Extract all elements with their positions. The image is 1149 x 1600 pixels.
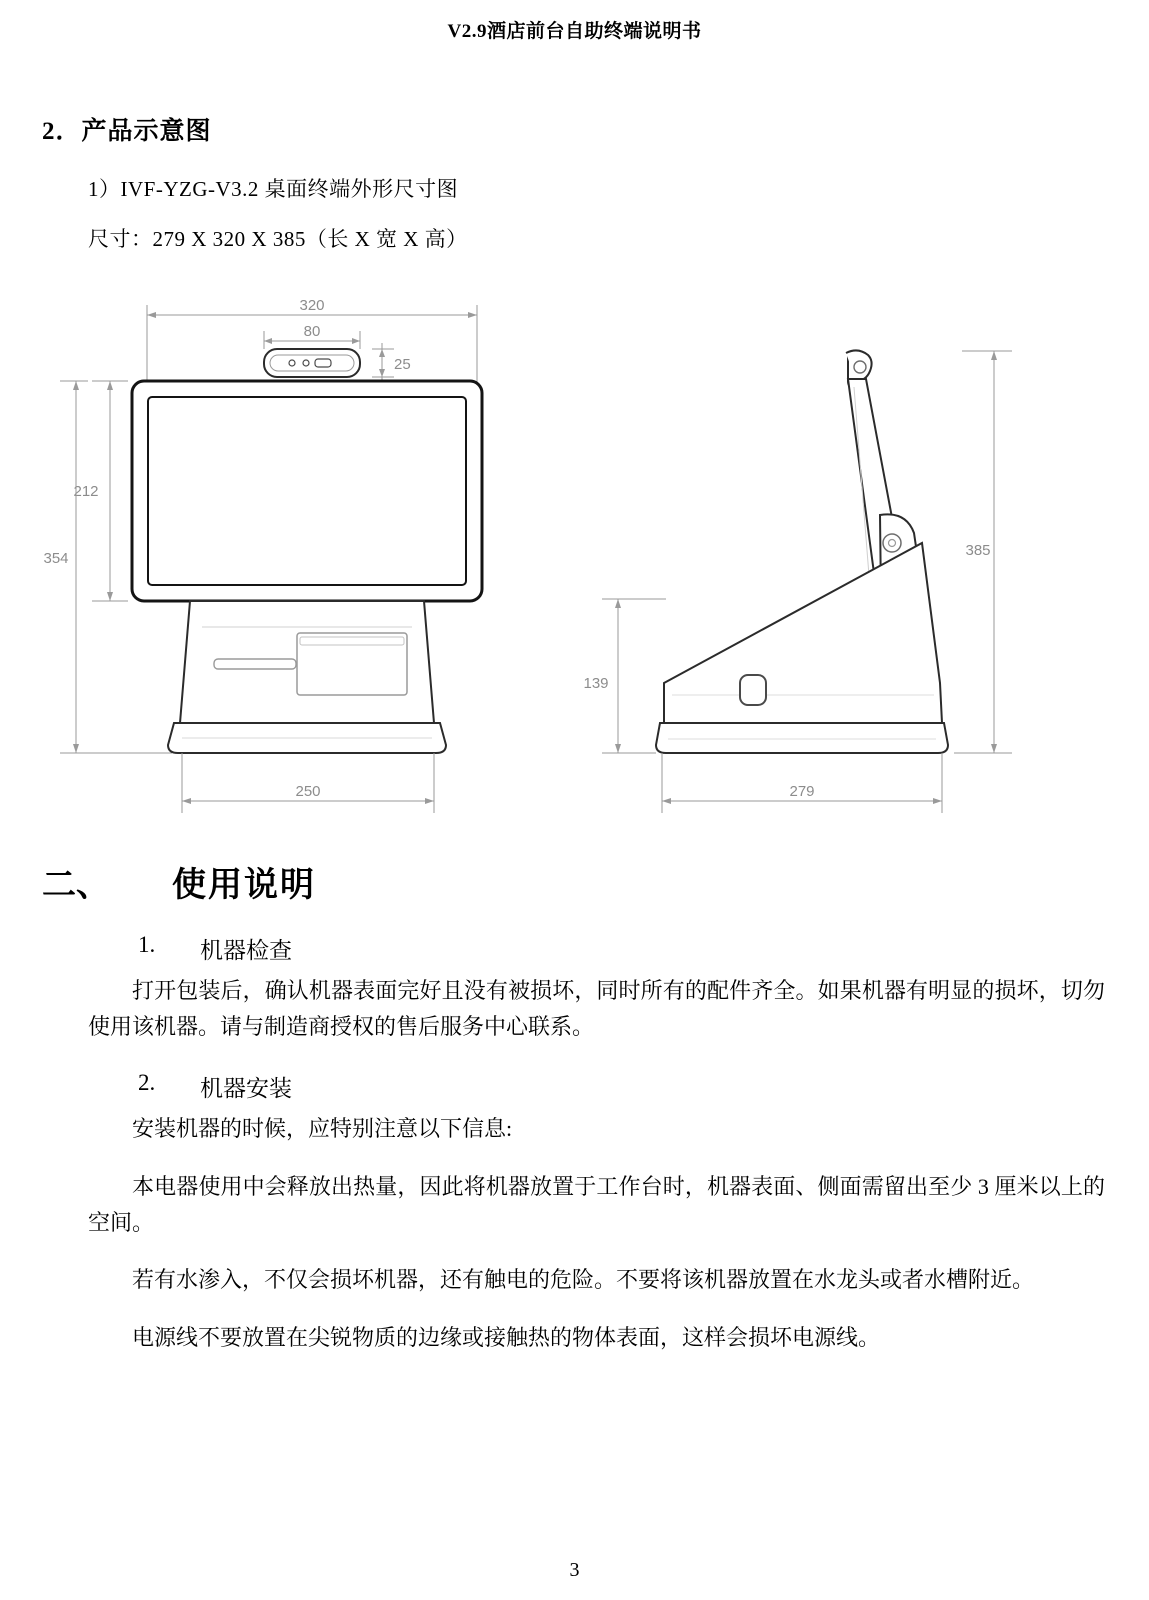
dim-label-320: 320 [299,297,325,314]
dim-label-250: 250 [295,783,321,800]
item-heading-1 [138,932,1107,965]
page-header: V2.9酒店前台自助终端说明书 [447,21,702,42]
item-2-paragraph-2: 本电器使用中会释放出热量，因此将机器放置于工作台时，机器表面、侧面需留出至少 3 厘米以上的空间。 [88,1173,1105,1235]
item-number-1: 1. [138,932,156,957]
dim-label-139: 139 [583,675,609,692]
section-line-2: 尺寸：279 X 320 X 385（长 X 宽 X 高） [88,227,468,251]
chapter-number: 二、 [42,867,110,904]
item-1-paragraph-1: 打开包装后，确认机器表面完好且没有被损坏，同时所有的配件齐全。如果机器有明显的损坏，切勿使用该机器。请与制造商授权的售后服务中心联系。 [88,978,1105,1039]
item-heading-2 [138,1070,1107,1103]
item-number-2: 2. [138,1070,156,1096]
dim-label-80: 80 [303,323,321,340]
dim-label-279: 279 [789,783,815,800]
chapter-title: 使用说明 [172,867,316,904]
section-line-1: 1）IVF-YZG-V3.2 桌面终端外形尺寸图 [88,177,459,201]
dimension-drawing-svg [42,283,1107,843]
item-2-paragraph-3: 若有水渗入，不仅会损坏机器，还有触电的危险。不要将该机器放置在水龙头或者水槽附近。 [132,1267,1035,1293]
front-view-group [43,297,482,813]
item-2-paragraph-1: 安装机器的时候，应特别注意以下信息: [132,1116,513,1142]
section-heading: 2．产品示意图 [42,118,212,145]
dim-label-25: 25 [394,356,411,373]
product-dimension-figure [42,283,1107,843]
chapter-heading [42,857,1107,906]
dim-label-212: 212 [73,483,99,500]
dim-label-354: 354 [43,550,69,567]
page-number: 3 [569,1559,580,1581]
item-2-paragraph-4: 电源线不要放置在尖锐物质的边缘或接触热的物体表面，这样会损坏电源线。 [132,1324,881,1350]
side-view-group [583,350,1012,813]
document-content [0,111,1149,1355]
dim-label-385: 385 [965,542,991,559]
item-title-1: 机器检查 [200,938,292,963]
item-title-2: 机器安装 [200,1076,292,1102]
